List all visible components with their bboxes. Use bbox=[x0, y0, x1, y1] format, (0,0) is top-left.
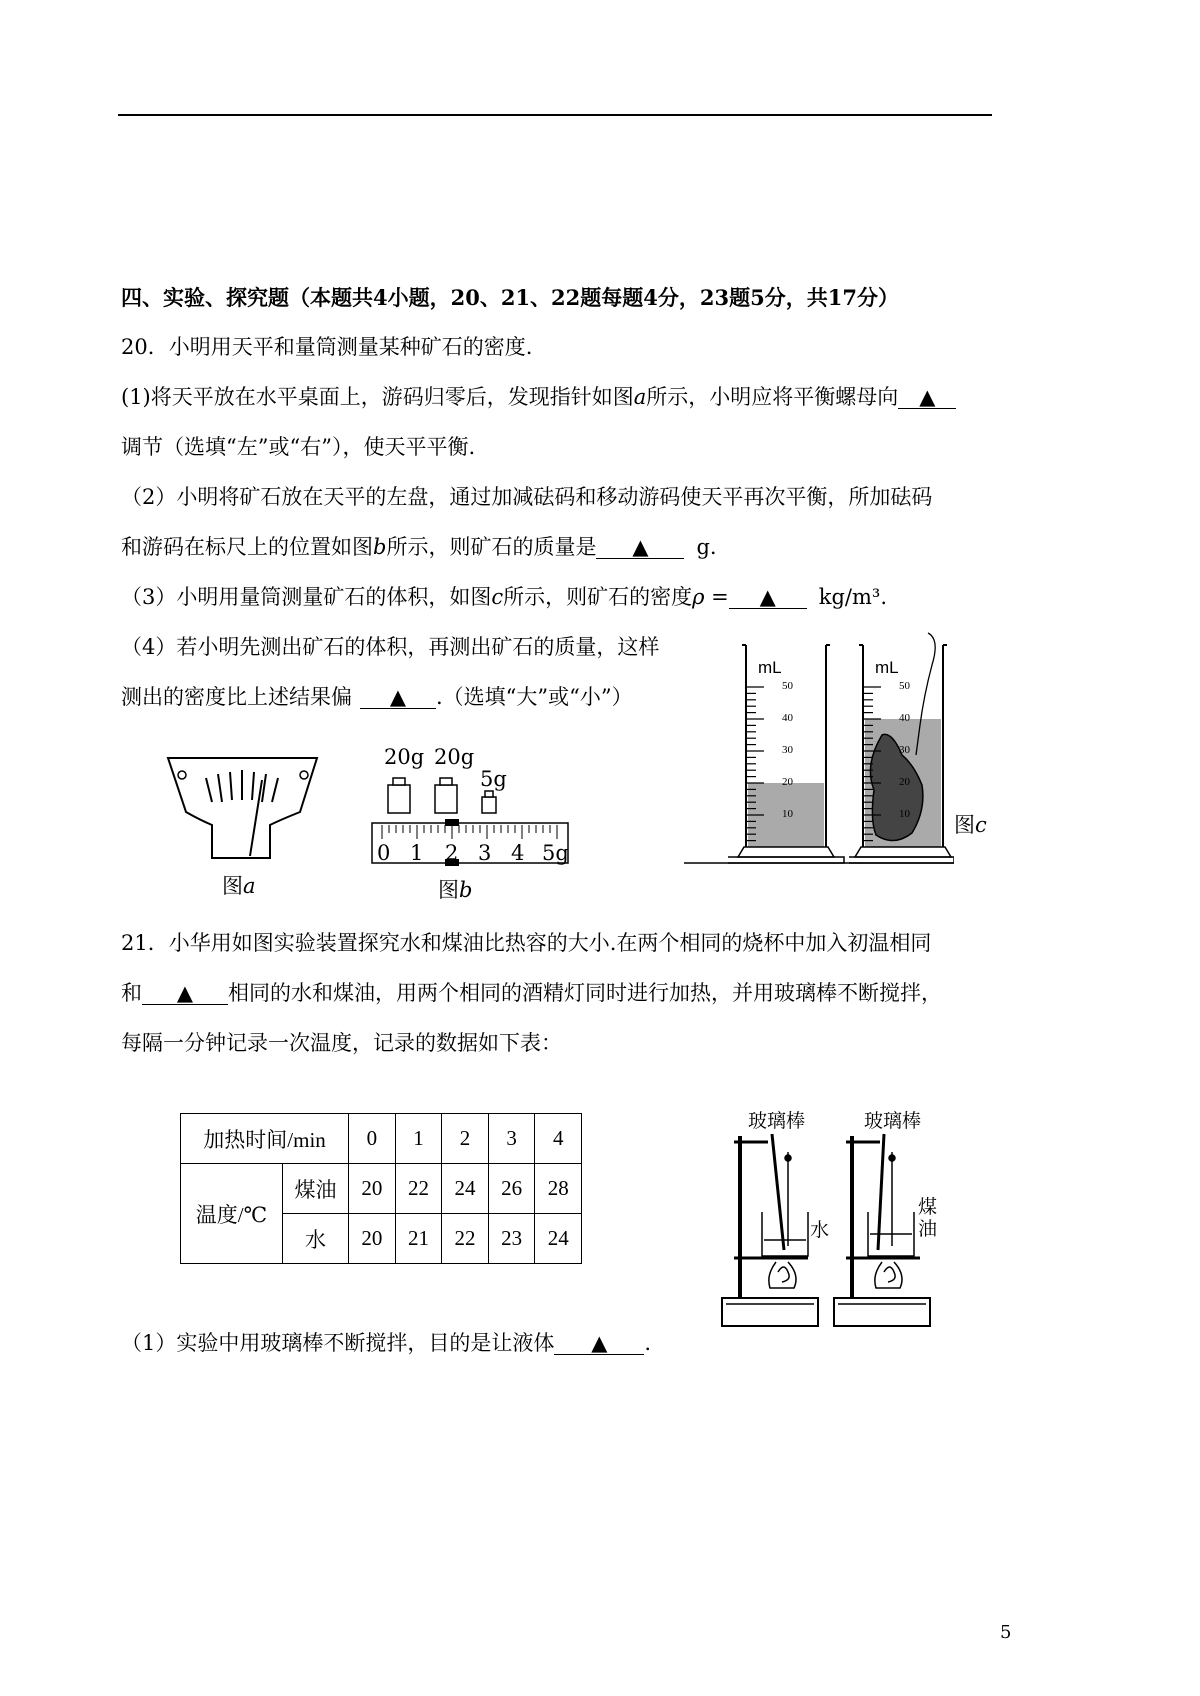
table-cell: 24 bbox=[535, 1214, 582, 1264]
q20-part1-line1 bbox=[121, 387, 956, 409]
cylinder-right-unit: mL bbox=[875, 658, 899, 677]
q20-p4-text-c: .（选填“大”或“小”） bbox=[436, 685, 633, 709]
cyl-mark: 10 bbox=[782, 808, 793, 820]
blank-triangle-icon: ▲ bbox=[632, 535, 649, 559]
figure-a-balance-pointer bbox=[160, 750, 330, 870]
q20-part3-line bbox=[121, 587, 887, 609]
liquid-label-kerosene-1: 煤 bbox=[918, 1196, 938, 1218]
rod-label-left: 玻璃棒 bbox=[748, 1110, 806, 1132]
blank-triangle-icon: ▲ bbox=[591, 1331, 608, 1355]
q21-stem-b2: 相同的水和煤油，用两个相同的酒精灯同时进行加热，并用玻璃棒不断搅拌， bbox=[228, 981, 942, 1005]
table-temp-label: 温度/℃ bbox=[181, 1164, 283, 1264]
weight-label: 20g bbox=[434, 745, 475, 769]
cyl-mark: 30 bbox=[782, 744, 793, 756]
fig-b-ref: b bbox=[373, 535, 387, 559]
cyl-mark: 10 bbox=[899, 808, 910, 820]
cyl-mark: 20 bbox=[782, 776, 793, 788]
table-cell: 21 bbox=[395, 1214, 442, 1264]
fig-c-ref: c bbox=[491, 585, 504, 609]
figure-a-caption-var: a bbox=[243, 874, 256, 898]
figure-b-caption bbox=[438, 880, 472, 901]
q20-p3-text-b: 所示，则矿石的密度 bbox=[503, 585, 693, 609]
q20-p2-unit: g. bbox=[696, 535, 717, 559]
q20-p1-text-b: 所示，小明应将平衡螺母向 bbox=[646, 385, 899, 409]
table-cell: 28 bbox=[535, 1164, 582, 1214]
table-cell: 2 bbox=[442, 1114, 489, 1164]
cyl-mark: 40 bbox=[782, 712, 793, 724]
q21-p1-answer-blank[interactable] bbox=[554, 1333, 644, 1355]
figure-b bbox=[370, 745, 575, 870]
figure-c-caption bbox=[954, 815, 987, 836]
q20-p3-text-a: （3）小明用量筒测量矿石的体积，如图 bbox=[121, 585, 492, 609]
rod-label-right: 玻璃棒 bbox=[864, 1110, 922, 1132]
figure-b-caption-var: b bbox=[459, 878, 473, 902]
table-header-time: 加热时间/min bbox=[181, 1114, 349, 1164]
table-cell: 22 bbox=[395, 1164, 442, 1214]
figure-a-caption bbox=[222, 876, 256, 897]
figure-c-cylinders bbox=[684, 625, 954, 870]
figure-b-caption-text: 图 bbox=[438, 878, 459, 902]
scale-tick-label: 1 bbox=[410, 841, 424, 865]
q21-stem-b1: 和 bbox=[121, 981, 142, 1005]
scale-tick-label: 5g bbox=[542, 841, 569, 865]
cyl-mark: 30 bbox=[899, 744, 910, 756]
table-cell: 20 bbox=[349, 1214, 396, 1264]
blank-triangle-icon: ▲ bbox=[759, 585, 776, 609]
q20-part1-line2 bbox=[121, 437, 475, 458]
q20-part2-line1 bbox=[121, 487, 932, 508]
scale-tick-label: 2 bbox=[445, 841, 459, 865]
page-number: 5 bbox=[1000, 1622, 1012, 1643]
table-row bbox=[181, 1164, 582, 1214]
q20-p1-text-c: 调节（选填“左”或“右”），使天平平衡. bbox=[121, 435, 476, 459]
q21-stem-c: 每隔一分钟记录一次温度，记录的数据如下表： bbox=[121, 1031, 562, 1055]
q20-p2-text-c: 所示，则矿石的质量是 bbox=[386, 535, 597, 559]
q21-part1-line bbox=[121, 1333, 651, 1355]
table-row-name: 水 bbox=[282, 1214, 348, 1264]
cyl-mark: 20 bbox=[899, 776, 910, 788]
table-cell: 23 bbox=[488, 1214, 535, 1264]
blank-triangle-icon: ▲ bbox=[919, 385, 936, 409]
scale-tick-label: 3 bbox=[478, 841, 492, 865]
table-cell: 0 bbox=[349, 1114, 396, 1164]
table-cell: 3 bbox=[488, 1114, 535, 1164]
q20-p3-unit: kg/m³. bbox=[818, 585, 887, 609]
q20-p4-text-a: （4）若小明先测出矿石的体积，再测出矿石的质量，这样 bbox=[121, 635, 660, 659]
table-cell: 1 bbox=[395, 1114, 442, 1164]
q20-part4-line1 bbox=[121, 637, 659, 658]
heating-apparatus-figure bbox=[718, 1100, 943, 1335]
figure-a-caption-text: 图 bbox=[222, 874, 243, 898]
liquid-label-water: 水 bbox=[810, 1219, 830, 1241]
q21-p1-text-a: （1）实验中用玻璃棒不断搅拌，目的是让液体 bbox=[121, 1331, 555, 1355]
liquid-label-kerosene-2: 油 bbox=[918, 1218, 938, 1240]
table-cell: 22 bbox=[442, 1214, 489, 1264]
figure-c-caption-text: 图 bbox=[954, 813, 975, 837]
cyl-mark: 40 bbox=[899, 712, 910, 724]
q20-p4-text-b: 测出的密度比上述结果偏 bbox=[121, 685, 352, 709]
q21-stem-a: 21．小华用如图实验装置探究水和煤油比热容的大小.在两个相同的烧杯中加入初温相同 bbox=[121, 931, 932, 955]
q21-stem-line3 bbox=[121, 1033, 562, 1054]
scale-tick-label: 0 bbox=[377, 841, 391, 865]
q20-stem bbox=[121, 337, 532, 358]
q20-part2-line2 bbox=[121, 537, 717, 559]
q20-p4-answer-blank[interactable] bbox=[360, 687, 436, 709]
q20-part4-line2 bbox=[121, 687, 633, 709]
cyl-mark: 50 bbox=[899, 680, 910, 692]
blank-triangle-icon: ▲ bbox=[389, 685, 407, 709]
scale-tick-label: 4 bbox=[511, 841, 525, 865]
cyl-mark: 50 bbox=[782, 680, 793, 692]
q20-p2-text-b: 和游码在标尺上的位置如图 bbox=[121, 535, 373, 559]
table-cell: 24 bbox=[442, 1164, 489, 1214]
table-cell: 26 bbox=[488, 1164, 535, 1214]
q20-p2-text-a: （2）小明将矿石放在天平的左盘，通过加减砝码和移动游码使天平再次平衡，所加砝码 bbox=[121, 485, 933, 509]
weight-label: 20g bbox=[384, 745, 425, 769]
section-title: 四、实验、探究题（本题共4小题，20、21、22题每题4分，23题5分，共17分） bbox=[121, 285, 899, 310]
apparatus-drawing bbox=[718, 1100, 943, 1335]
q21-answer-blank-1[interactable] bbox=[142, 983, 228, 1005]
table-cell: 4 bbox=[535, 1114, 582, 1164]
blank-triangle-icon: ▲ bbox=[176, 981, 194, 1005]
q20-p1-answer-blank[interactable] bbox=[898, 387, 956, 409]
q20-p2-answer-blank[interactable] bbox=[596, 537, 684, 559]
q21-stem-line2 bbox=[121, 983, 942, 1005]
q20-stem-text: 20．小明用天平和量筒测量某种矿石的密度. bbox=[121, 335, 533, 359]
fig-a-ref: a bbox=[633, 385, 647, 409]
q20-p1-text: (1)将天平放在水平桌面上，游码归零后，发现指针如图 bbox=[121, 385, 634, 409]
weight-label: 5g bbox=[480, 767, 507, 791]
cylinder-left-unit: mL bbox=[758, 658, 782, 677]
q20-p3-answer-blank[interactable] bbox=[729, 587, 807, 609]
header-rule bbox=[118, 114, 992, 116]
table-row-name: 煤油 bbox=[282, 1164, 348, 1214]
q21-p1-text-b: . bbox=[644, 1331, 652, 1355]
heating-data-table bbox=[180, 1113, 582, 1264]
figure-c-caption-var: c bbox=[975, 813, 987, 837]
rho-symbol: ρ = bbox=[692, 585, 729, 609]
table-cell: 20 bbox=[349, 1164, 396, 1214]
q21-stem-line1 bbox=[121, 933, 931, 954]
